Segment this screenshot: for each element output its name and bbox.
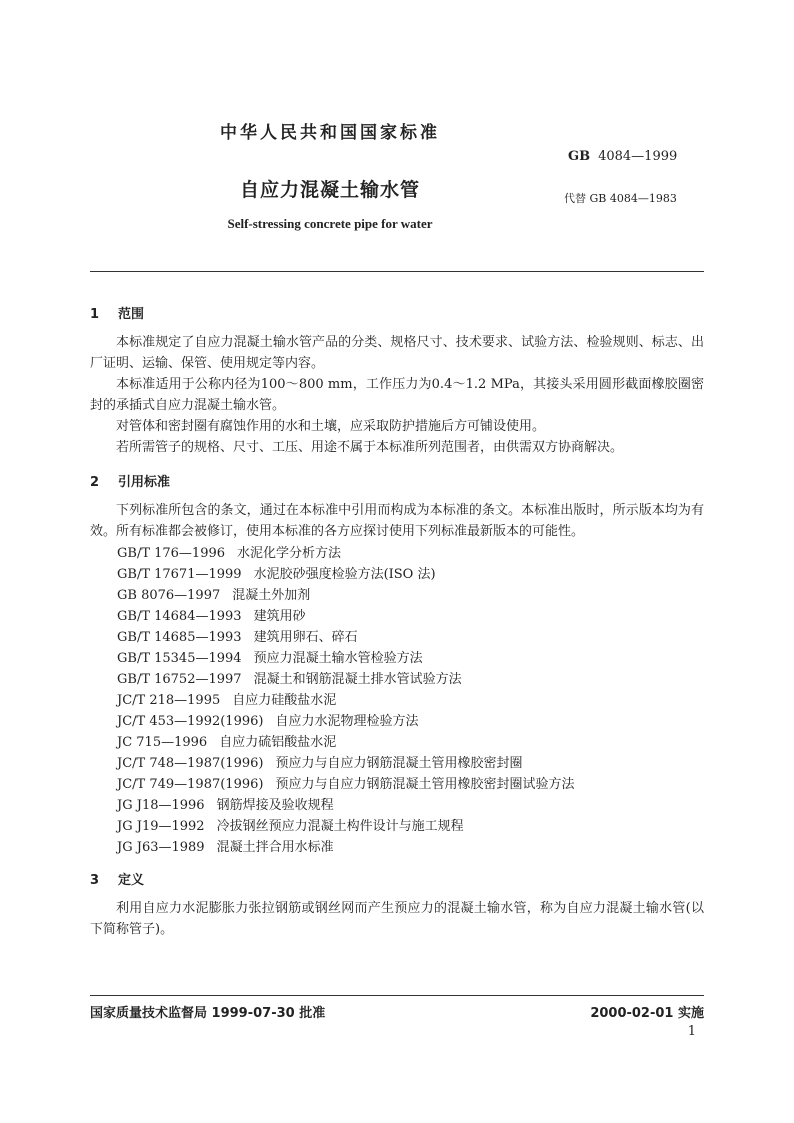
reference-code: GB/T 17671—1999 bbox=[117, 567, 242, 582]
paragraph: 对管体和密封圈有腐蚀作用的水和土壤，应采取防护措施后方可铺设使用。 bbox=[116, 419, 546, 434]
reference-title: 预应力混凝土输水管检验方法 bbox=[253, 651, 423, 666]
reference-item bbox=[117, 648, 574, 669]
supersedes-note: 代替 GB 4084—1983 bbox=[564, 192, 677, 205]
reference-title: 水泥化学分析方法 bbox=[237, 546, 342, 561]
reference-code: GB 8076—1997 bbox=[117, 588, 221, 603]
standard-title-en: Self-stressing concrete pipe for water bbox=[227, 216, 433, 231]
reference-title: 建筑用砂 bbox=[253, 609, 306, 624]
section-heading-1 bbox=[90, 303, 144, 322]
standard-title-cn: 自应力混凝土输水管 bbox=[239, 179, 420, 201]
paragraph: 若所需管子的规格、尺寸、工压、用途不属于本标准所列范围者，由供需双方协商解决。 bbox=[116, 440, 624, 455]
country-standard-heading: 中华人民共和国国家标准 bbox=[220, 123, 440, 143]
reference-title: 水泥胶砂强度检验方法(ISO 法) bbox=[253, 567, 436, 582]
reference-code: GB/T 16752—1997 bbox=[117, 672, 242, 687]
reference-code: GB/T 176—1996 bbox=[117, 546, 226, 561]
footer-divider bbox=[90, 995, 704, 996]
section-number: 2 bbox=[90, 475, 100, 490]
paragraph: 下列标准所包含的条文，通过在本标准中引用而构成为本标准的条文。本标准出版时，所示版本均为有效。所有标准都会被修订，使用本标准的各方应探讨使用下列标准最新版本的可能性。 bbox=[90, 503, 704, 539]
standard-code bbox=[568, 149, 677, 164]
reference-item bbox=[117, 732, 574, 753]
reference-code: JG J19—1992 bbox=[117, 819, 205, 834]
reference-title: 混凝土外加剂 bbox=[232, 588, 311, 603]
reference-code: JC 715—1996 bbox=[117, 735, 208, 750]
section-heading-2 bbox=[90, 471, 170, 490]
reference-title: 冷拔钢丝预应力混凝土构件设计与施工规程 bbox=[216, 819, 464, 834]
reference-item bbox=[117, 543, 574, 564]
reference-item bbox=[117, 753, 574, 774]
section-title: 范围 bbox=[118, 307, 145, 322]
paragraph: 本标准规定了自应力混凝土输水管产品的分类、规格尺寸、技术要求、试验方法、检验规则、标志、出厂证明、运输、保管、使用规定等内容。 bbox=[90, 335, 704, 371]
reference-title: 预应力与自应力钢筋混凝土管用橡胶密封圈试验方法 bbox=[275, 777, 575, 792]
header-divider bbox=[90, 271, 704, 272]
section-number: 1 bbox=[90, 307, 100, 322]
reference-code: JG J18—1996 bbox=[117, 798, 205, 813]
reference-title: 混凝土拌合用水标准 bbox=[216, 840, 334, 855]
section-heading-3 bbox=[90, 869, 144, 888]
reference-item bbox=[117, 711, 574, 732]
implementation-date: 2000-02-01 实施 bbox=[590, 1006, 704, 1021]
reference-code: JC/T 218—1995 bbox=[117, 693, 221, 708]
reference-code: JC/T 748—1987(1996) bbox=[117, 756, 264, 771]
reference-list bbox=[117, 543, 574, 858]
reference-item bbox=[117, 585, 574, 606]
reference-item bbox=[117, 774, 574, 795]
reference-title: 建筑用卵石、碎石 bbox=[253, 630, 358, 645]
reference-code: GB/T 15345—1994 bbox=[117, 651, 242, 666]
reference-item bbox=[117, 690, 574, 711]
reference-item bbox=[117, 606, 574, 627]
reference-title: 混凝土和钢筋混凝土排水管试验方法 bbox=[253, 672, 462, 687]
reference-item bbox=[117, 795, 574, 816]
approval-note: 国家质量技术监督局 1999-07-30 批准 bbox=[90, 1006, 326, 1021]
section-title: 定义 bbox=[118, 873, 145, 888]
paragraph: 本标准适用于公称内径为100～800 mm，工作压力为0.4～1.2 MPa，其接头采用圆形截面橡胶圈密封的承插式自应力混凝土输水管。 bbox=[90, 377, 704, 413]
reference-code: JC/T 453—1992(1996) bbox=[117, 714, 264, 729]
reference-item bbox=[117, 669, 574, 690]
reference-code: GB/T 14685—1993 bbox=[117, 630, 242, 645]
reference-title: 预应力与自应力钢筋混凝土管用橡胶密封圈 bbox=[275, 756, 523, 771]
standard-code-number: 4084—1999 bbox=[598, 149, 678, 164]
paragraph: 利用自应力水泥膨胀力张拉钢筋或钢丝网而产生预应力的混凝土输水管，称为自应力混凝土输水管(以下简称管子)。 bbox=[90, 901, 704, 937]
reference-item bbox=[117, 627, 574, 648]
reference-title: 自应力硫铝酸盐水泥 bbox=[219, 735, 337, 750]
page-number: 1 bbox=[687, 1024, 696, 1039]
reference-title: 钢筋焊接及验收规程 bbox=[216, 798, 334, 813]
reference-title: 自应力水泥物理检验方法 bbox=[275, 714, 419, 729]
reference-item bbox=[117, 816, 574, 837]
reference-item bbox=[117, 564, 574, 585]
section-title: 引用标准 bbox=[118, 475, 171, 490]
reference-code: JG J63—1989 bbox=[117, 840, 205, 855]
reference-item bbox=[117, 837, 574, 858]
reference-code: JC/T 749—1987(1996) bbox=[117, 777, 264, 792]
section-number: 3 bbox=[90, 873, 100, 888]
reference-title: 自应力硅酸盐水泥 bbox=[232, 693, 337, 708]
standard-code-prefix: GB bbox=[568, 149, 591, 164]
reference-code: GB/T 14684—1993 bbox=[117, 609, 242, 624]
